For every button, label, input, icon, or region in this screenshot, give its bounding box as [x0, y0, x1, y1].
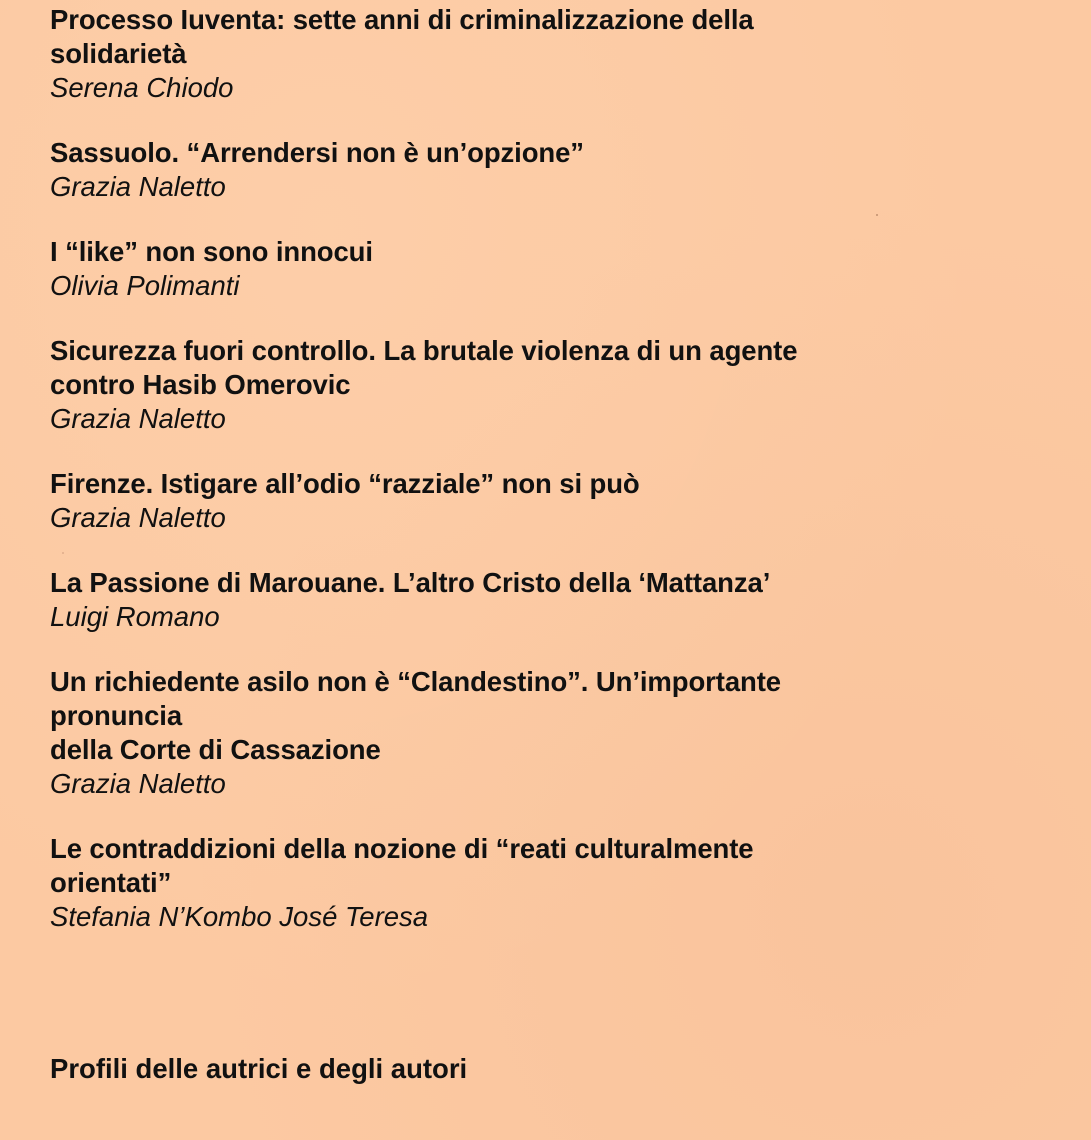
entry-author: Grazia Naletto: [50, 171, 226, 202]
entry-author: Olivia Polimanti: [50, 270, 240, 301]
entry-title: Sicurezza fuori controllo. La brutale violenza di un agente contro Hasib Omerovic: [50, 335, 798, 400]
toc-entry[interactable]: [50, 566, 950, 634]
authors-profiles-heading[interactable]: Profili delle autrici e degli autori: [50, 1053, 468, 1084]
toc-entry[interactable]: [50, 136, 950, 204]
entry-author: Grazia Naletto: [50, 768, 226, 799]
table-of-contents: [50, 3, 950, 965]
entry-title: Processo Iuventa: sette anni di criminalizzazione della solidarietà: [50, 4, 754, 69]
entry-author: Serena Chiodo: [50, 72, 234, 103]
entry-title: Firenze. Istigare all’odio “razziale” non si può: [50, 468, 640, 499]
entry-title: La Passione di Marouane. L’altro Cristo della ‘Mattanza’: [50, 567, 771, 598]
toc-entry[interactable]: [50, 467, 950, 535]
toc-entry[interactable]: [50, 3, 950, 105]
toc-entry[interactable]: [50, 665, 950, 801]
entry-title: Sassuolo. “Arrendersi non è un’opzione”: [50, 137, 584, 168]
toc-entry[interactable]: [50, 832, 950, 934]
entry-title: Un richiedente asilo non è “Clandestino”. Un’importante pronuncia della Corte di Cassazione: [50, 666, 781, 765]
toc-entry[interactable]: [50, 334, 950, 436]
entry-author: Grazia Naletto: [50, 403, 226, 434]
toc-entry[interactable]: [50, 235, 950, 303]
entry-author: Stefania N’Kombo José Teresa: [50, 901, 429, 932]
entry-author: Grazia Naletto: [50, 502, 226, 533]
entry-author: Luigi Romano: [50, 601, 220, 632]
entry-title: Le contraddizioni della nozione di “reati culturalmente orientati”: [50, 833, 754, 898]
entry-title: I “like” non sono innocui: [50, 236, 373, 267]
